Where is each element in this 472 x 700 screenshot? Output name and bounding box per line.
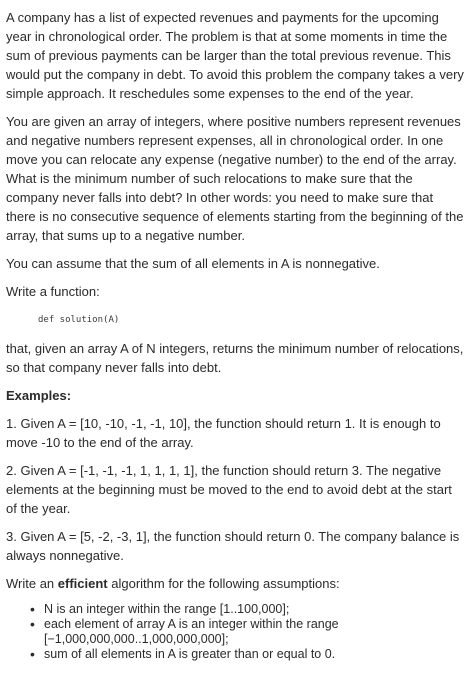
assumptions-intro-end: algorithm for the following assumptions: — [107, 576, 340, 591]
list-item — [30, 647, 466, 662]
function-description-paragraph: that, given an array A of N integers, returns the minimum number of relocations, so that company never falls into debt. — [6, 341, 464, 375]
intro-paragraph: A company has a list of expected revenues and payments for the upcoming year in chronological order. The problem is that at some moments in time the sum of previous payments can be larger than the total previous revenue. This would put the company in debt. To avoid this problem the company takes a very simple approach. It reschedules some expenses to the end of the year. — [6, 10, 464, 101]
list-item — [30, 617, 466, 647]
function-signature-code: def solution(A) — [38, 315, 120, 325]
assumption-range-n: N is an integer within the range [1..100,000]; — [44, 602, 290, 616]
assumptions-intro — [6, 574, 466, 593]
bullet-icon: • — [30, 646, 35, 662]
assumptions-list — [6, 602, 466, 662]
assumption-element-range: each element of array A is an integer within the range [−1,000,000,000..1,000,000,000]; — [44, 617, 339, 646]
example-1: 1. Given A = [10, -10, -1, -1, 10], the function should return 1. It is enough to move -10 to the end of the array. — [6, 416, 441, 450]
efficient-emphasis: efficient — [57, 576, 108, 591]
sum-assumption-paragraph: You can assume that the sum of all elements in A is nonnegative. — [6, 256, 380, 271]
assumptions-intro-start: Write an — [6, 576, 58, 591]
bullet-icon: • — [30, 601, 35, 617]
examples-heading: Examples: — [6, 388, 72, 403]
list-item — [30, 602, 466, 617]
assumption-sum-nonnegative: sum of all elements in A is greater than or equal to 0. — [44, 647, 336, 661]
example-2: 2. Given A = [-1, -1, -1, 1, 1, 1, 1], the function should return 3. The negative elements at the beginning must be moved to the end to avoid debt at the start of the year. — [6, 463, 452, 516]
example-3: 3. Given A = [5, -2, -3, 1], the function should return 0. The company balance is always nonnegative. — [6, 529, 460, 563]
array-description-paragraph: You are given an array of integers, where positive numbers represent revenues and negative numbers represent expenses, all in chronological order. In one move you can relocate any expense (negative number) to the end of the array. What is the minimum number of such relocations to make sure that the company never falls into debt? In other words: you need to make sure that there is no consecutive sequence of elements starting from the beginning of the array, that sums up to a negative number. — [6, 114, 464, 243]
bullet-icon: • — [30, 616, 35, 632]
write-function-label: Write a function: — [6, 284, 100, 299]
